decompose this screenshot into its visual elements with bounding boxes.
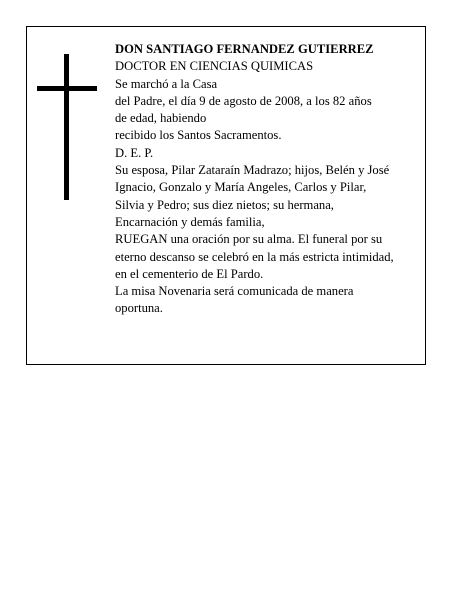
mass-line: La misa Novenaria será comunicada de manera (115, 284, 354, 299)
cross-icon (37, 54, 97, 200)
notice-text (115, 41, 423, 318)
funeral-line: eterno descanso se celebró en la más estricta intimidad, (115, 249, 394, 264)
notice-line: Se marchó a la Casa (115, 76, 218, 91)
funeral-line: RUEGAN una oración por su alma. El funeral por su (115, 232, 383, 247)
mass-line: oportuna. (115, 301, 163, 316)
notice-line: de edad, habiendo (115, 111, 207, 126)
family-line: Encarnación y demás familia, (115, 214, 265, 229)
obituary-notice (26, 26, 426, 365)
notice-line: recibido los Santos Sacramentos. (115, 128, 282, 143)
cross-vertical-bar (64, 54, 69, 200)
deceased-title: DOCTOR EN CIENCIAS QUIMICAS (115, 59, 314, 74)
deceased-name: DON SANTIAGO FERNANDEZ GUTIERREZ (115, 42, 374, 56)
notice-line: del Padre, el día 9 de agosto de 2008, a los 82 años (115, 93, 372, 108)
family-line: Ignacio, Gonzalo y María Angeles, Carlos y Pilar, (115, 180, 367, 195)
funeral-line: en el cementerio de El Pardo. (115, 266, 264, 281)
cross-horizontal-bar (37, 86, 97, 91)
family-line: Su esposa, Pilar Zataraín Madrazo; hijos, Belén y José (115, 163, 390, 178)
family-line: Silvia y Pedro; sus diez nietos; su hermana, (115, 197, 334, 212)
rip-line: D. E. P. (115, 145, 154, 160)
